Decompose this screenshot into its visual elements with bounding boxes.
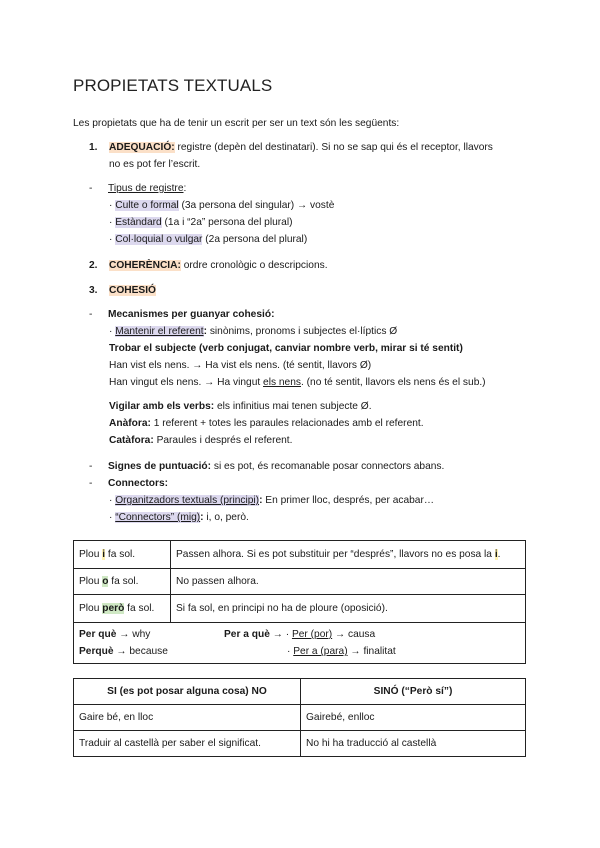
organitzadors-label: Organitzadors textuals (principi) [115, 495, 260, 506]
table-cell [171, 569, 526, 595]
highlight-i: i [102, 549, 106, 560]
cell-text: . [497, 549, 501, 560]
vigilar-line [109, 400, 372, 414]
highlight-pero: però [102, 603, 125, 614]
table-cell [171, 595, 526, 623]
table-row [74, 595, 526, 623]
perque-block [79, 626, 520, 660]
per-a-para-text: → finalitat [347, 646, 396, 657]
cohesio-label: COHESIÓ [109, 285, 156, 296]
connectors-table [73, 540, 526, 664]
arrow: → · [269, 629, 292, 640]
header-right: SINÓ (“Però sí”) [301, 679, 526, 705]
per-a-que-line [224, 626, 375, 643]
coherencia-item [89, 259, 328, 273]
trobar-subjecte: Trobar el subjecte (verb conjugat, canviar nombre verb, mirar si té sentit) [109, 343, 463, 354]
registre-item [109, 199, 334, 213]
coherencia-label: COHERÈNCIA: [109, 260, 181, 271]
registre-desc: (2a persona del plural) [202, 234, 308, 245]
table-cell [74, 595, 171, 623]
colon: : [203, 326, 207, 337]
mecanismes-label: Mecanismes per guanyar cohesió: [108, 309, 275, 320]
anafora-line [109, 417, 424, 431]
table-row [74, 541, 526, 569]
registre-colloquial: Col·loquial o vulgar [115, 234, 203, 245]
dash: - [89, 309, 93, 320]
cell-text: fa sol. [105, 549, 136, 560]
table-cell [74, 541, 171, 569]
per-por-text: → causa [332, 629, 376, 640]
registre-desc: (3a persona del singular) → vostè [178, 200, 335, 211]
cell-text: Plou [79, 549, 103, 560]
bullet: · [287, 646, 294, 657]
per-a-para-line [287, 643, 396, 660]
perque-cell [74, 623, 526, 664]
catafora-label: Catàfora: [109, 435, 154, 446]
highlight-i: i [494, 549, 498, 560]
example-2 [109, 376, 486, 390]
connectors-mig-label: “Connectors” (mig) [115, 512, 201, 523]
perque-label: Perquè [79, 646, 114, 657]
page-title: PROPIETATS TEXTUALS [73, 76, 273, 95]
signes-label: Signes de puntuació: [108, 461, 212, 472]
table-cell: Gaire bé, en lloc [74, 705, 301, 731]
bullet: · [109, 200, 116, 211]
bullet: · [109, 495, 116, 506]
vigilar-label: Vigilar amb els verbs: [109, 401, 215, 412]
colon: : [183, 183, 187, 194]
organitzadors-line [109, 494, 434, 508]
example-2-a: Han vingut els nens. → Ha vingut [109, 377, 264, 388]
connectors-heading [89, 477, 168, 491]
table-cell [74, 569, 171, 595]
header-left: SI (es pot posar alguna cosa) NO [74, 679, 301, 705]
registre-desc: (1a i “2a” persona del plural) [161, 217, 293, 228]
cell-text: No passen alhora. [176, 576, 259, 587]
table-row [74, 569, 526, 595]
connectors-mig-line [109, 511, 249, 525]
cohesio-number: 3. [89, 285, 98, 296]
dash: - [89, 461, 93, 472]
perque-line [79, 643, 168, 660]
cell-text: Passen alhora. Si es pot substituir per “després”, llavors no es posa la [176, 549, 495, 560]
table-cell [171, 541, 526, 569]
bullet: · [109, 326, 116, 337]
adequacio-label: ADEQUACIÓ: [109, 142, 175, 153]
signes-line [89, 460, 444, 474]
per-que-text: → why [116, 629, 151, 640]
dash: - [89, 478, 93, 489]
table-row [74, 705, 526, 731]
organitzadors-text: En primer lloc, després, per acabar… [262, 495, 435, 506]
example-2-b: . (no té sentit, llavors els nens és el sub.) [300, 377, 486, 388]
coherencia-text: ordre cronològic o descripcions. [180, 260, 328, 271]
table-header-row [74, 679, 526, 705]
cell-text: Si fa sol, en principi no ha de ploure (oposició). [176, 603, 388, 614]
table-row [74, 623, 526, 664]
adequacio-number: 1. [89, 142, 98, 153]
colon: : [259, 495, 263, 506]
tipus-registre-heading [89, 182, 186, 196]
connectors-label: Connectors: [108, 478, 168, 489]
registre-item [109, 233, 307, 247]
registre-culte: Culte o formal [115, 200, 179, 211]
cell-text: Plou [79, 603, 103, 614]
perque-text: → because [113, 646, 168, 657]
cell-text: Plou [79, 576, 103, 587]
adequacio-text: registre (depèn del destinatari). Si no se sap qui és el receptor, llavors [174, 142, 493, 153]
vigilar-text: els infinitius mai tenen subjecte Ø. [214, 401, 372, 412]
registre-estandard: Estàndard [115, 217, 162, 228]
table-cell: No hi ha traducció al castellà [301, 731, 526, 757]
registre-item [109, 216, 293, 230]
si-no-sino-table [73, 678, 526, 757]
dash: - [89, 183, 93, 194]
anafora-label: Anàfora: [109, 418, 151, 429]
bullet: · [109, 234, 116, 245]
per-que-label: Per què [79, 629, 117, 640]
connectors-mig-text: i, o, però. [203, 512, 249, 523]
referent-label: Mantenir el referent [115, 326, 204, 337]
catafora-text: Paraules i després el referent. [153, 435, 293, 446]
referent-text: sinònims, pronoms i subjectes el·líptics Ø [206, 326, 398, 337]
signes-text: si es pot, és recomanable posar connectors abans. [211, 461, 445, 472]
example-2-underlined: els nens [263, 377, 301, 388]
tipus-registre-label: Tipus de registre [108, 183, 184, 194]
per-a-que-label: Per a què [224, 629, 270, 640]
table-row [74, 731, 526, 757]
per-que-line [79, 626, 150, 643]
cell-text: fa sol. [108, 576, 139, 587]
anafora-text: 1 referent + totes les paraules relacionades amb el referent. [150, 418, 424, 429]
example-1: Han vist els nens. → Ha vist els nens. (té sentit, llavors Ø) [109, 360, 372, 371]
intro-paragraph: Les propietats que ha de tenir un escrit per ser un text són les següents: [73, 118, 400, 129]
mecanismes-heading [89, 308, 274, 322]
cohesio-item [89, 284, 156, 298]
bullet: · [109, 512, 116, 523]
colon: : [200, 512, 204, 523]
adequacio-text-cont: no es pot fer l’escrit. [109, 159, 201, 170]
highlight-o: o [102, 576, 109, 587]
bullet: · [109, 217, 116, 228]
per-a-para: Per a (para) [293, 646, 348, 657]
table-cell: Traduir al castellà per saber el significat. [74, 731, 301, 757]
referent-line [109, 325, 397, 339]
cell-text: fa sol. [124, 603, 155, 614]
table-cell: Gairebé, enlloc [301, 705, 526, 731]
adequacio-item [89, 141, 493, 155]
catafora-line [109, 434, 292, 448]
per-por: Per (por) [291, 629, 333, 640]
coherencia-number: 2. [89, 260, 98, 271]
